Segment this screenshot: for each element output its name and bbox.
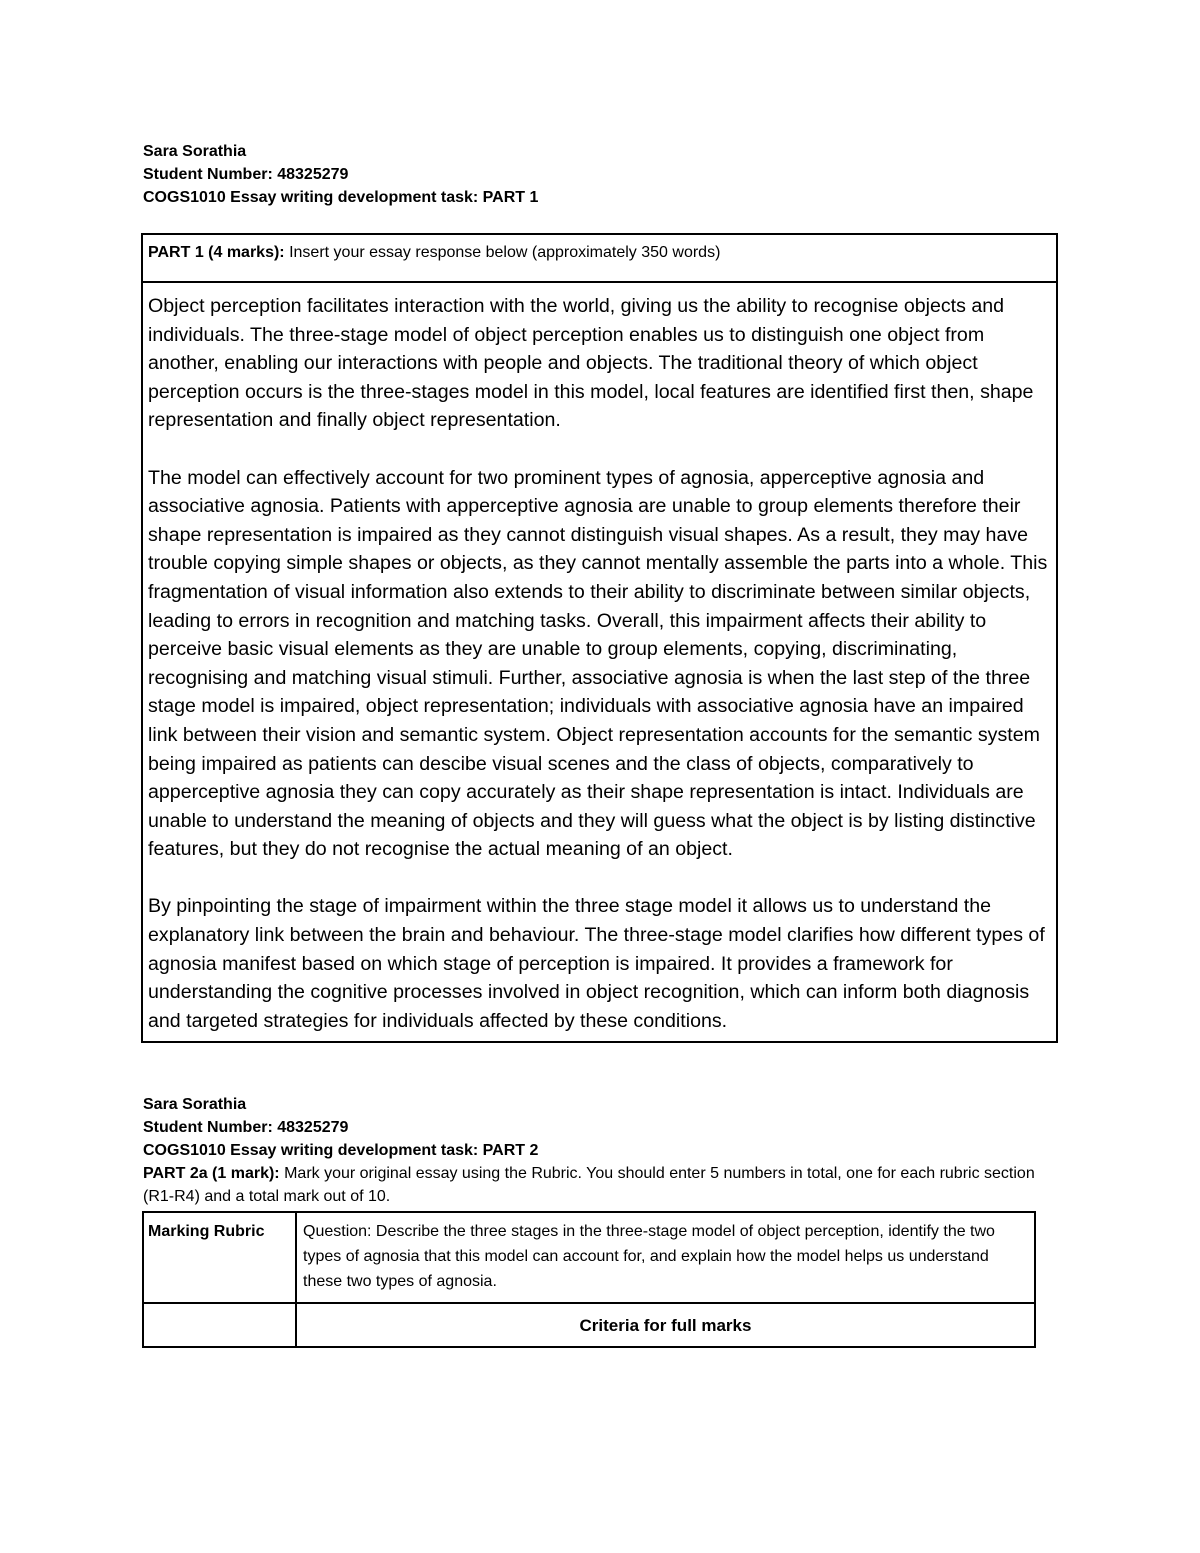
student-name: Sara Sorathia bbox=[143, 143, 247, 160]
student-number: Student Number: 48325279 bbox=[143, 1119, 349, 1136]
part2-header bbox=[143, 1093, 1043, 1208]
part2a-instructions bbox=[143, 1162, 1043, 1208]
rubric-blank-cell[interactable] bbox=[143, 1303, 296, 1347]
part1-essay-table bbox=[141, 233, 1058, 1043]
part1-prompt-label: PART 1 (4 marks): bbox=[148, 244, 285, 261]
task-title: COGS1010 Essay writing development task: PART 1 bbox=[143, 189, 539, 206]
rubric-title-cell: Marking Rubric bbox=[143, 1212, 296, 1303]
essay-response-cell[interactable] bbox=[142, 282, 1057, 1042]
part1-header bbox=[143, 140, 538, 209]
part2a-text: Mark your original essay using the Rubric. You should enter 5 numbers in total, one for each rubric section (R1-R4) and a total mark out of 10. bbox=[143, 1165, 1035, 1205]
rubric-question-cell: Question: Describe the three stages in the three-stage model of object perception, identify the two types of agnosia that this model can account for, and explain how the model helps us understand these two types of agnosia. bbox=[296, 1212, 1035, 1303]
task-title: COGS1010 Essay writing development task: PART 2 bbox=[143, 1142, 539, 1159]
essay-paragraph: Object perception facilitates interaction with the world, giving us the ability to recognise objects and individuals. The three-stage model of object perception enables us to distinguish one object from another, enabling our interactions with people and objects. The traditional theory of which object perception occurs is the three-stages model in this model, local features are identified first then, shape representation and finally object representation. bbox=[148, 295, 1034, 432]
part1-prompt-cell bbox=[142, 234, 1057, 282]
essay-paragraph: By pinpointing the stage of impairment within the three stage model it allows us to understand the explanatory link between the brain and behaviour. The three-stage model clarifies how different types of agnosia manifest based on which stage of perception is impaired. It provides a framework for understanding the cognitive processes involved in object recognition, which can inform both diagnosis and targeted strategies for individuals affected by these conditions. bbox=[148, 895, 1045, 1032]
student-number: Student Number: 48325279 bbox=[143, 166, 349, 183]
part1-prompt-text: Insert your essay response below (approximately 350 words) bbox=[284, 244, 721, 261]
essay-paragraph: The model can effectively account for two prominent types of agnosia, apperceptive agnosia and associative agnosia. Patients with apperceptive agnosia are unable to group elements therefore their shape representation is impaired as they cannot distinguish visual shapes. As a result, they may have trouble copying simple shapes or objects, as they cannot mentally assemble the parts into a whole. This fragmentation of visual information also extends to their ability to discriminate between similar objects, leading to errors in recognition and matching tasks. Overall, this impairment affects their ability to perceive basic visual elements as they are unable to group elements, copying, discriminating, recognising and matching visual stimuli. Further, associative agnosia is when the last step of the three stage model is impaired, object representation; individuals with associative agnosia have an impaired link between their vision and semantic system. Object representation accounts for the semantic system being impaired as patients can descibe visual scenes and the class of objects, comparatively to apperceptive agnosia they can copy accurately as their shape representation is intact. Individuals are unable to understand the meaning of objects and they will guess what the object is by listing distinctive features, but they do not recognise the actual meaning of an object. bbox=[148, 466, 1048, 861]
criteria-heading: Criteria for full marks bbox=[296, 1303, 1035, 1347]
student-name: Sara Sorathia bbox=[143, 1096, 247, 1113]
part2a-label: PART 2a (1 mark): bbox=[143, 1165, 280, 1182]
marking-rubric-table bbox=[142, 1211, 1036, 1348]
